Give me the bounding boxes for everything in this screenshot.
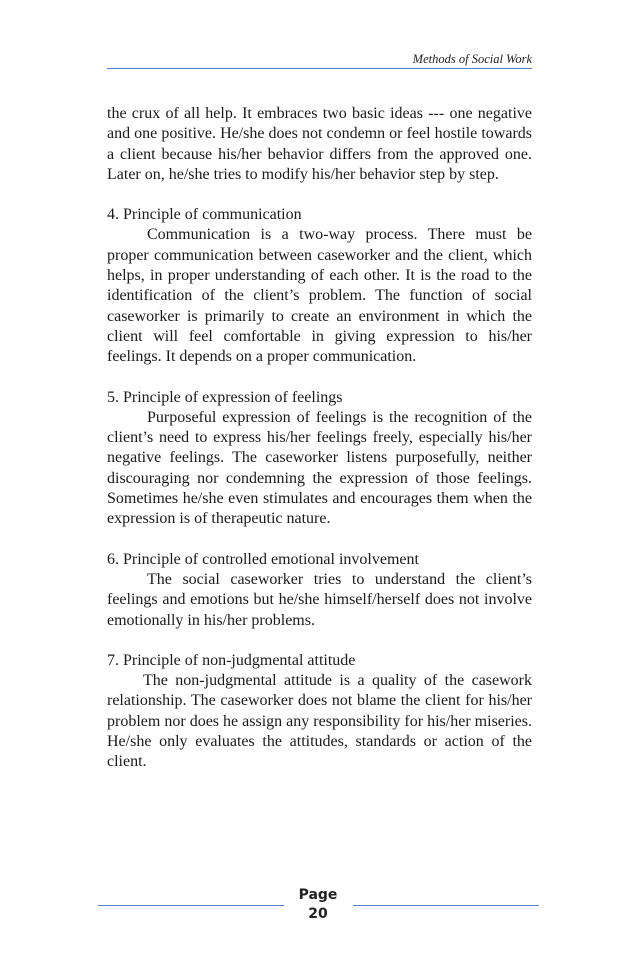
page-body	[107, 104, 532, 773]
paragraph-principle-non-judgmental-attitude: The non-judgmental attitude is a quality of the casework relationship. The caseworker does not blame the client for his/her problem nor does he assign any responsibility for his/her miseries. He/she only evaluates the attitudes, standards or action of the client.	[107, 672, 532, 771]
intro-paragraph: the crux of all help. It embraces two basic ideas --- one negative and one positive. He/she does not condemn or feel hostile towards a client because his/her behavior differs from the approved one. Later on, he/she tries to modify his/her behavior step by step.	[107, 105, 532, 183]
heading-principle-expression-of-feelings: 5. Principle of expression of feelings	[107, 388, 343, 406]
heading-principle-communication: 4. Principle of communication	[107, 206, 302, 224]
running-header-title: Methods of Social Work	[412, 52, 532, 66]
footer-rule-left	[98, 905, 284, 906]
paragraph-principle-controlled-emotional-involvement: The social caseworker tries to understand the client’s feelings and emotions but he/she himself/herself does not involve emotionally in his/her problems.	[107, 570, 532, 629]
heading-principle-controlled-emotional-involvement: 6. Principle of controlled emotional involvement	[107, 550, 419, 568]
paragraph-principle-communication: Communication is a two-way process. There must be proper communication between caseworker and the client, which helps, in proper understanding of each other. It is the road to the identification of the client’s problem. The function of social caseworker is primarily to create an environment in which the client will feel comfortable in giving expression to his/her feelings. It depends on a proper communication.	[107, 226, 532, 366]
footer-rule-right	[353, 905, 539, 906]
paragraph-principle-expression-of-feelings: Purposeful expression of feelings is the recognition of the client’s need to express his/her feelings freely, especially his/her negative feelings. The caseworker listens purposefully, neither discouraging nor condemning the expression of those feelings. Sometimes he/she even stimulates and encourages them when the expression is of therapeutic nature.	[107, 408, 532, 528]
header-rule	[107, 68, 532, 69]
heading-principle-non-judgmental-attitude: 7. Principle of non-judgmental attitude	[107, 651, 356, 669]
page-number: 20	[308, 906, 328, 922]
page-number-block	[290, 886, 346, 924]
page-label: Page	[298, 887, 338, 903]
